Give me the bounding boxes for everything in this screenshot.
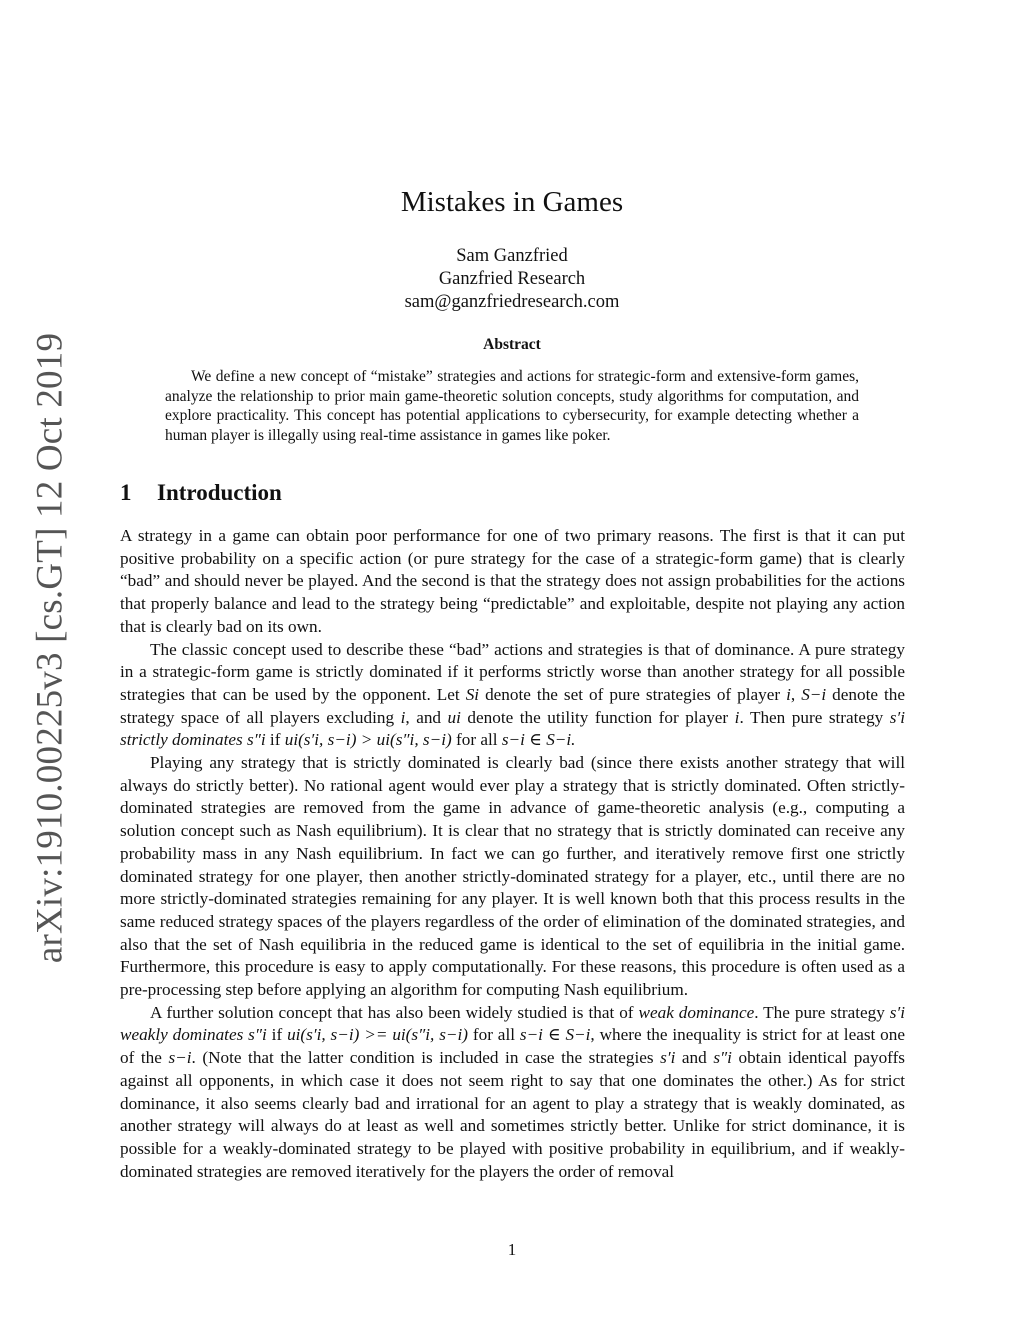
abstract-body: We define a new concept of “mistake” strategies and actions for strategic-form and extensive-form games, analyze the relationship to prior main game-theoretic solution concepts, study algorithms for computation, and explore practicality. This concept has potential applications to cybersecurity, for example detecting whether a human player is illegally using real-time assistance in games like poker. <box>165 368 859 444</box>
weak-dominance-term: weak dominance <box>638 1002 755 1022</box>
section-body <box>120 525 905 1183</box>
paragraph-1: A strategy in a game can obtain poor performance for one of two primary reasons. The first is that it can put positive probability on a specific action (or pure strategy for the case of a strategic-form game) that is clearly “bad” and should never be played. And the second is that the strategy does not assign probabilities for the actions that properly balance and lead to the strategy being “predictable” and exploitable, despite not playing any action that is clearly bad on its own. <box>120 526 905 636</box>
arxiv-sidebar: arXiv:1910.00225v3 [cs.GT] 12 Oct 2019 <box>29 332 71 964</box>
math-ui: ui <box>447 707 461 727</box>
paragraph-4: A further solution concept that has also been widely studied is that of weak dominance. The pure strategy s′i weakly dominates s″i if ui(s′i, s−i) >= ui(s″i, s−i) for all s−i ∈ S−i, where the inequality is strict for at least one of the s−i. (Note that the latter condition is included in case the strategies s′i and s″i obtain identical payoffs against all opponents, in which case it does not seem right to say that one dominates the other.) As for strict dominance, it also seems clearly bad and irrational for an agent to play a strategy that is weakly dominated, as another strategy will always do at least as well and sometimes strictly better. Unlike for strict dominance, it is possible for a weakly-dominated strategy to be played with positive probability in equilibrium, and if weakly-dominated strategies are removed iteratively for the players the order of removal <box>120 1002 906 1181</box>
paper-title: Mistakes in Games <box>400 186 624 218</box>
section-title: Introduction <box>157 480 282 505</box>
math-i: i <box>786 684 791 704</box>
math-s-minus-i-in: s−i ∈ S−i. <box>501 730 576 750</box>
page-number: 1 <box>507 1240 517 1259</box>
author-block <box>0 245 1024 314</box>
author-name: Sam Ganzfried <box>456 246 568 266</box>
math-si: Si <box>465 684 480 704</box>
math-s-prime: s′i <box>889 707 906 727</box>
author-affiliation: Ganzfried Research <box>438 269 586 289</box>
paragraph-3: Playing any strategy that is strictly dominated is clearly bad (since there exists another strategy that will always do strictly better). No rational agent would ever play a strategy that is strictly dominated. Often strictly-dominated strategies are removed from the game in advance of game-theoretic analysis (e.g., computing a solution concept such as Nash equilibrium). It is clear that no strategy that is strictly dominated can receive any probability mass in any Nash equilibrium. In fact we can go further, and iteratively remove first one strictly dominated strategy for one player, then another strictly-dominated strategy for a player, etc., until there are no more strictly-dominated strategies remaining for any player. It is well known both that this process results in the same reduced strategy spaces of the players regardless of the order of elimination of the dominated strategies, and also that the set of Nash equilibria in the reduced game is identical to the set of equilibria in the initial game. Furthermore, this procedure is easy to apply computationally. For these reasons, this procedure is often used as a pre-processing step before applying an algorithm for computing Nash equilibrium. <box>120 753 905 1000</box>
abstract-heading: Abstract <box>483 336 541 353</box>
strictly-dominates-term: strictly dominates <box>120 730 243 750</box>
math-strict-inequality: ui(s′i, s−i) > ui(s″i, s−i) <box>284 730 452 750</box>
section-number: 1 <box>120 480 132 505</box>
math-s-minus-i: S−i <box>801 684 827 704</box>
section-heading <box>120 480 282 506</box>
weakly-dominates-term: weakly dominates <box>120 1025 244 1045</box>
author-email: sam@ganzfriedresearch.com <box>404 292 620 312</box>
math-s-dprime: s″i <box>247 730 266 750</box>
abstract-text <box>165 367 859 445</box>
paragraph-2: The classic concept used to describe these “bad” actions and strategies is that of dominance. A pure strategy in a strategic-form game is strictly dominated if it performs strictly worse than another strategy for all possible strategies that can be used by the opponent. Let Si denote the set of pure strategies of player i, S−i denote the strategy space of all players excluding i, and ui denote the utility function for player i. Then pure strategy s′i strictly dominates s″i if ui(s′i, s−i) > ui(s″i, s−i) for all s−i ∈ S−i. <box>120 639 906 750</box>
math-weak-inequality: ui(s′i, s−i) >= ui(s″i, s−i) <box>287 1025 468 1045</box>
